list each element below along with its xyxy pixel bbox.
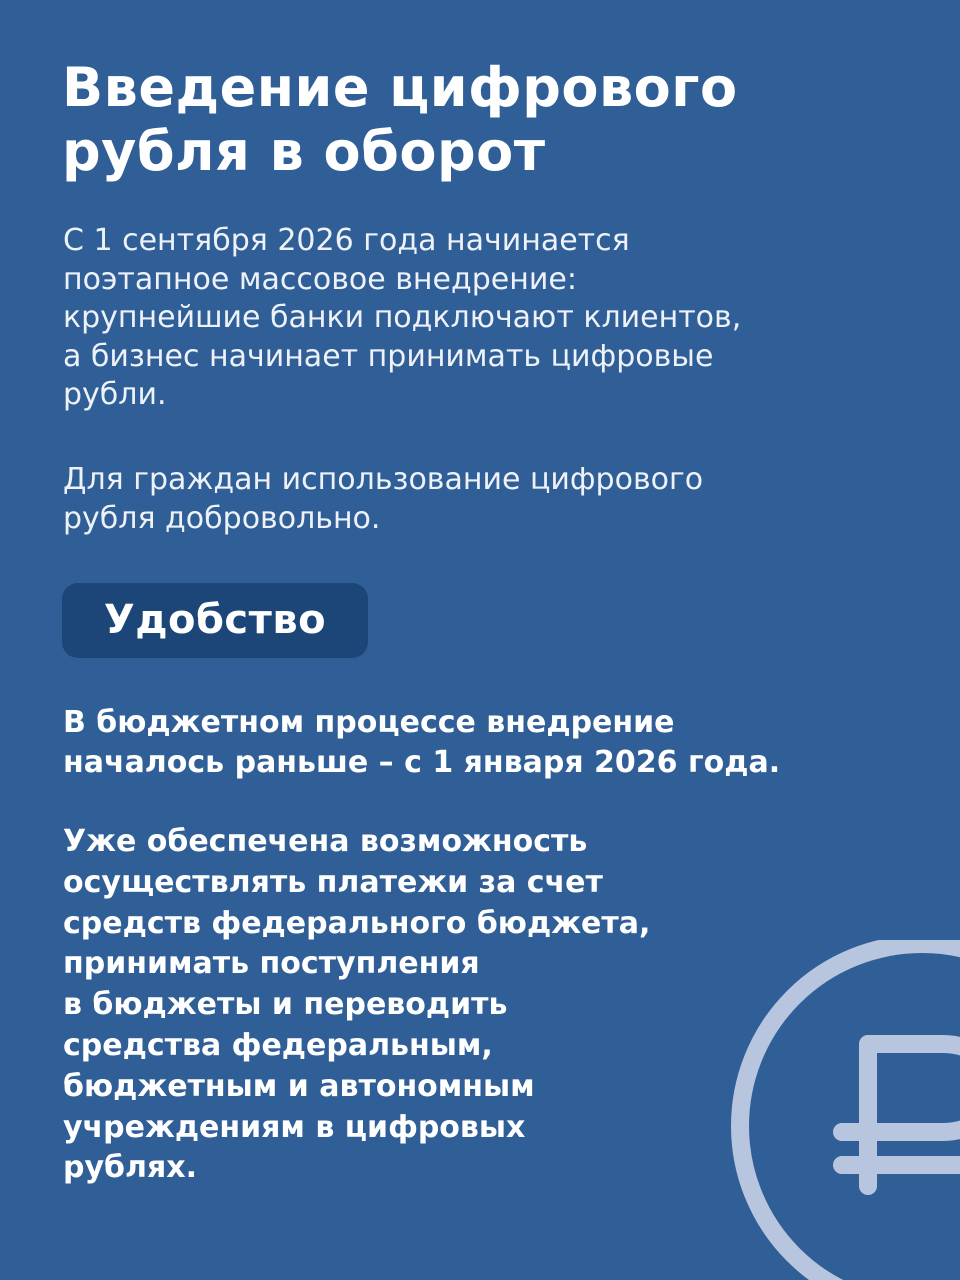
- text-line: бюджетным и автономным: [63, 1068, 535, 1104]
- text-line: средства федеральным,: [63, 1027, 493, 1063]
- budget-capabilities-paragraph: [63, 822, 763, 1189]
- section-badge: [62, 583, 368, 658]
- text-line: а бизнес начинает принимать цифровые: [63, 338, 714, 374]
- text-line: началось раньше – с 1 января 2026 года.: [63, 745, 781, 780]
- text-line: С 1 сентября 2026 года начинается: [63, 223, 630, 258]
- text-line: Для граждан использование цифрового: [63, 462, 704, 497]
- text-line: в бюджеты и переводить: [63, 987, 508, 1023]
- voluntary-paragraph: [63, 461, 923, 538]
- text-line: осуществлять платежи за счет: [63, 864, 603, 900]
- title-line: рубля в оборот: [62, 120, 546, 183]
- text-line: рубли.: [63, 377, 167, 412]
- text-line: принимать поступления: [63, 946, 480, 982]
- text-line: крупнейшие банки подключают клиентов,: [63, 300, 742, 335]
- text-line: учреждениям в цифровых: [63, 1109, 526, 1145]
- text-line: поэтапное массовое внедрение:: [63, 261, 577, 297]
- text-line: Уже обеспечена возможность: [63, 824, 588, 859]
- text-line: рублях.: [63, 1150, 197, 1186]
- budget-start-paragraph: [63, 703, 923, 783]
- text-line: средств федерального бюджета,: [63, 905, 651, 941]
- ruble-circle-icon: [720, 940, 960, 1280]
- text-line: рубля добровольно.: [63, 500, 381, 536]
- page-title: [62, 56, 922, 184]
- intro-paragraph: [63, 222, 923, 415]
- ruble-circle-ring: [740, 944, 960, 1280]
- section-badge-label: Удобство: [103, 597, 327, 643]
- text-line: В бюджетном процессе внедрение: [63, 705, 675, 740]
- title-line: Введение цифрового: [62, 56, 738, 119]
